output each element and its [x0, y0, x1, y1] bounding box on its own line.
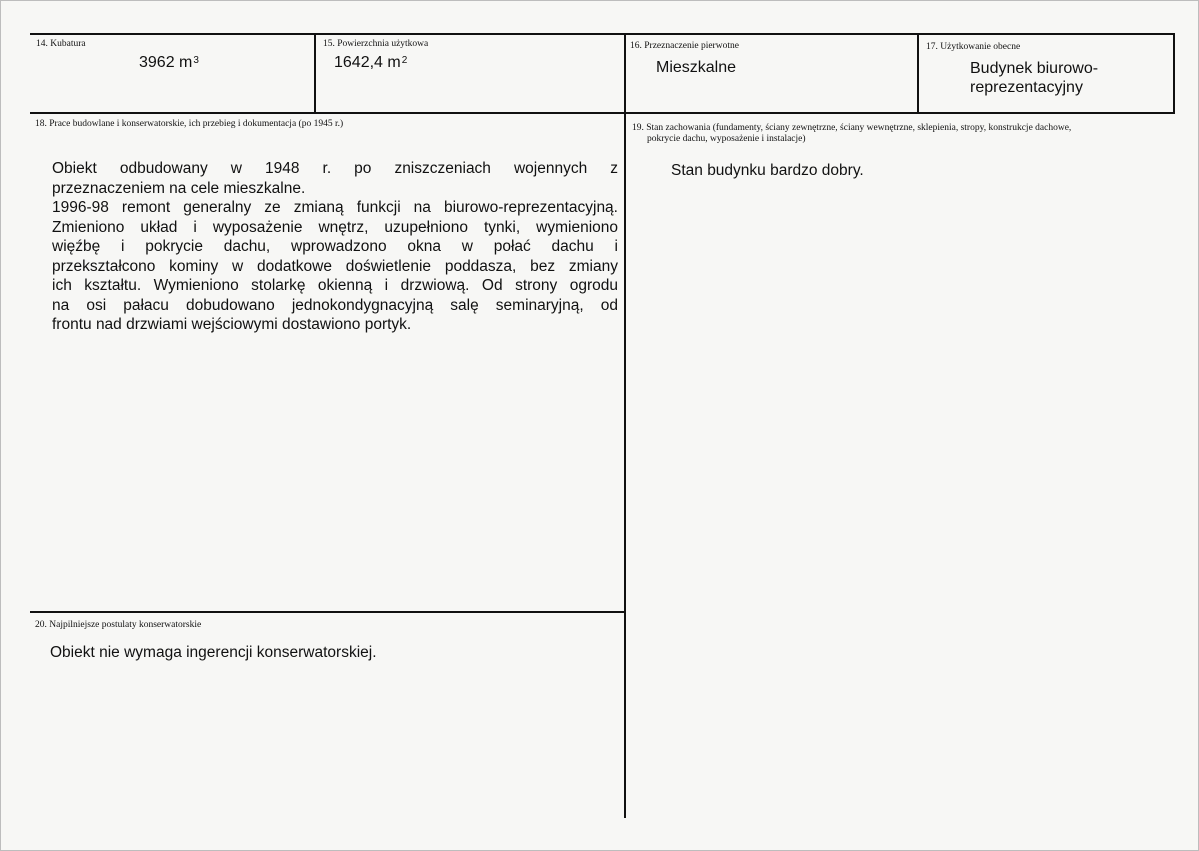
right-border [1173, 33, 1175, 114]
postulaty-label: 20. Najpilniejsze postulaty konserwatorskie [35, 620, 202, 630]
prace-label: 18. Prace budowlane i konserwatorskie, ich przebieg i dokumentacja (po 1945 r.) [35, 119, 344, 129]
przeznaczenie-label: 16. Przeznaczenie pierwotne [630, 41, 739, 51]
przeznaczenie-value: Mieszkalne [656, 59, 737, 76]
row-rule [30, 112, 1175, 114]
divider-14-15 [314, 33, 316, 113]
prace-line-1: Obiekt odbudowany w 1948 r. po zniszczeniach wojennych z [52, 160, 618, 177]
prace-line-6: przekształcono kominy w dodatkowe doświetlenie poddasza, bez zmiany [52, 257, 618, 275]
prace-line-5: więźbę i pokrycie dachu, wprowadzono okna w połać dachu i [52, 238, 618, 255]
divider-16-17 [917, 33, 919, 113]
kubatura-value [139, 53, 199, 72]
prace-line-2: przeznaczeniem na cele mieszkalne. [52, 179, 306, 197]
stan-value: Stan budynku bardzo dobry. [671, 162, 864, 179]
powierzchnia-value [334, 53, 407, 72]
postulaty-rule [30, 611, 626, 613]
postulaty-value: Obiekt nie wymaga ingerencji konserwatorskiej. [50, 644, 377, 661]
kubatura-unit-sup: 3 [193, 55, 199, 66]
prace-line-9: frontu nad drzwiami wejściowymi dostawiono portyk. [52, 316, 412, 333]
top-rule [30, 33, 1175, 35]
uzytkowanie-value-line2: reprezentacyjny [970, 79, 1083, 96]
stan-label-line1: 19. Stan zachowania (fundamenty, ściany zewnętrzne, ściany wewnętrzne, sklepienia, stropy, konstrukcje dachowe, [632, 123, 1072, 133]
prace-line-8: na osi pałacu dobudowano jednokondygnacyjną salę seminaryjną, od [52, 296, 618, 314]
kubatura-label: 14. Kubatura [36, 39, 86, 49]
prace-text [52, 159, 618, 335]
prace-line-4: Zmieniono układ i wyposażenie wnętrz, uzupełniono tynki, wymieniono [52, 218, 618, 236]
stan-label-line2: pokrycie dachu, wyposażenie i instalacje) [647, 134, 806, 144]
powierzchnia-label: 15. Powierzchnia użytkowa [323, 39, 429, 49]
kubatura-number: 3962 m [139, 54, 193, 71]
prace-line-7: ich kształtu. Wymieniono stolarkę okienną i drzwiową. Od strony ogrodu [52, 277, 618, 294]
powierzchnia-number: 1642,4 m [334, 54, 401, 71]
uzytkowanie-value-line1: Budynek biurowo- [970, 60, 1099, 77]
powierzchnia-unit-sup: 2 [401, 55, 408, 66]
prace-line-3: 1996-98 remont generalny ze zmianą funkcji na biurowo-reprezentacyjną. [52, 199, 618, 216]
uzytkowanie-label: 17. Użytkowanie obecne [926, 42, 1021, 52]
divider-main [624, 33, 626, 818]
